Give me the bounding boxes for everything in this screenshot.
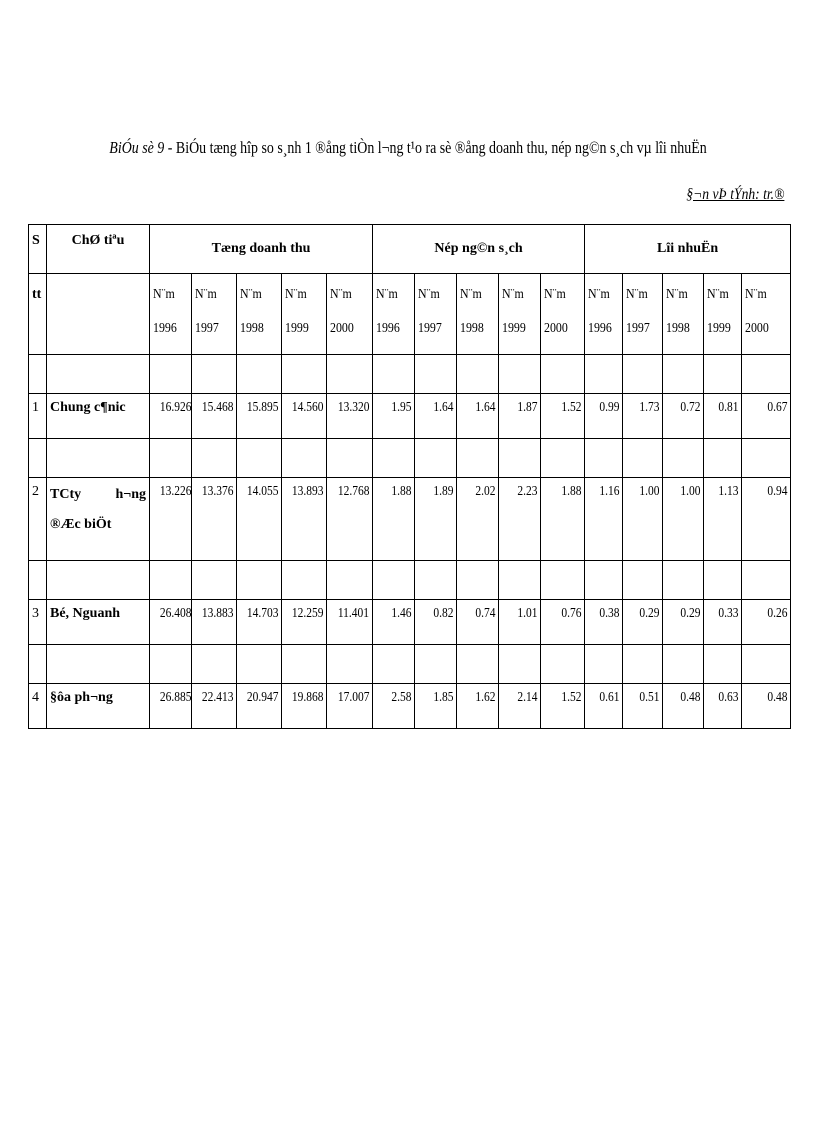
value-cell	[237, 394, 282, 439]
value-text: 1.73	[638, 400, 660, 415]
value-cell	[237, 684, 282, 729]
year-label: N¨m	[460, 287, 482, 302]
empty-cell	[742, 561, 791, 600]
value-text: 2.02	[474, 484, 496, 499]
value-text: 1.46	[390, 606, 412, 621]
value-text: 14.703	[246, 606, 279, 621]
header-row	[29, 225, 791, 274]
value-cell	[704, 684, 742, 729]
year-value: 1998	[460, 321, 484, 336]
empty-cell	[373, 561, 415, 600]
value-cell	[663, 684, 704, 729]
empty-cell	[29, 645, 47, 684]
empty-cell	[192, 645, 237, 684]
value-text: 1.00	[638, 484, 660, 499]
year-cell	[373, 274, 415, 355]
group-header-revenue: Tæng doanh thu	[150, 225, 373, 274]
value-text: 0.72	[679, 400, 701, 415]
empty-cell	[47, 439, 150, 478]
value-text: 15.895	[246, 400, 279, 415]
year-row	[29, 274, 791, 355]
value-cell	[327, 478, 373, 561]
year-value: 1997	[418, 321, 442, 336]
value-cell	[704, 394, 742, 439]
spacer-row	[29, 561, 791, 600]
empty-cell	[742, 645, 791, 684]
year-label: N¨m	[544, 287, 566, 302]
value-cell	[499, 394, 541, 439]
empty-cell	[499, 355, 541, 394]
value-text: 0.26	[767, 606, 788, 621]
row-name: §ôa ph¬ng	[47, 684, 150, 729]
value-cell	[150, 684, 192, 729]
stt-header: S	[29, 225, 47, 274]
value-cell	[623, 684, 663, 729]
value-text: 0.99	[598, 400, 620, 415]
group-header-budget: Nép ng©n s¸ch	[373, 225, 585, 274]
value-text: 0.61	[598, 690, 620, 705]
value-text: 0.82	[432, 606, 454, 621]
value-text: 1.85	[432, 690, 454, 705]
value-cell	[150, 478, 192, 561]
row-stt: 3	[29, 600, 47, 645]
value-text: 2.23	[516, 484, 538, 499]
empty-cell	[282, 645, 327, 684]
stt-header-cont: tt	[29, 274, 47, 355]
year-cell	[457, 274, 499, 355]
table-row	[29, 684, 791, 729]
empty-cell	[327, 561, 373, 600]
value-cell	[373, 684, 415, 729]
value-cell	[663, 600, 704, 645]
year-value: 1999	[707, 321, 731, 336]
unit-label: §¬n vÞ tÝnh: tr.®	[685, 186, 784, 203]
empty-cell	[29, 439, 47, 478]
empty-cell	[663, 439, 704, 478]
empty-cell	[742, 439, 791, 478]
year-cell	[282, 274, 327, 355]
value-text: 12.259	[291, 606, 324, 621]
empty-cell	[623, 645, 663, 684]
indicator-header: ChØ tiªu	[47, 225, 150, 274]
year-value: 1996	[588, 321, 612, 336]
value-cell	[623, 600, 663, 645]
value-text: 0.63	[717, 690, 739, 705]
year-value: 2000	[745, 321, 769, 336]
year-value: 1999	[285, 321, 309, 336]
year-label: N¨m	[418, 287, 440, 302]
value-text: 1.52	[560, 690, 582, 705]
value-cell	[192, 600, 237, 645]
empty-cell	[457, 355, 499, 394]
value-cell	[373, 478, 415, 561]
value-cell	[541, 394, 585, 439]
value-text: 1.89	[432, 484, 454, 499]
year-label: N¨m	[195, 287, 217, 302]
empty-cell	[150, 561, 192, 600]
title-prefix: BiÓu sè 9	[109, 138, 165, 157]
empty-cell	[541, 355, 585, 394]
value-cell	[282, 478, 327, 561]
value-cell	[541, 684, 585, 729]
value-text: 0.33	[717, 606, 739, 621]
value-cell	[499, 684, 541, 729]
empty-cell	[327, 645, 373, 684]
empty-cell	[415, 355, 457, 394]
value-cell	[457, 394, 499, 439]
year-label: N¨m	[330, 287, 352, 302]
year-cell	[150, 274, 192, 355]
empty-cell	[663, 561, 704, 600]
year-cell	[585, 274, 623, 355]
year-value: 1996	[376, 321, 400, 336]
empty-cell	[499, 561, 541, 600]
empty-cell	[282, 355, 327, 394]
year-label: N¨m	[588, 287, 610, 302]
value-text: 0.74	[474, 606, 496, 621]
spacer-row	[29, 439, 791, 478]
value-text: 1.64	[432, 400, 454, 415]
empty-cell	[457, 645, 499, 684]
value-cell	[192, 478, 237, 561]
value-text: 20.947	[246, 690, 279, 705]
value-text: 22.413	[201, 690, 234, 705]
year-label: N¨m	[285, 287, 307, 302]
spacer-row	[29, 645, 791, 684]
year-value: 2000	[330, 321, 354, 336]
empty-cell	[150, 355, 192, 394]
value-text: 13.893	[291, 484, 324, 499]
year-value: 1998	[240, 321, 264, 336]
value-text: 13.883	[201, 606, 234, 621]
empty-cell	[585, 561, 623, 600]
year-label: N¨m	[666, 287, 688, 302]
value-cell	[327, 394, 373, 439]
value-cell	[327, 684, 373, 729]
value-cell	[373, 600, 415, 645]
row-stt: 2	[29, 478, 47, 561]
value-cell	[192, 394, 237, 439]
value-cell	[742, 684, 791, 729]
value-text: 26.885	[159, 690, 192, 705]
value-text: 0.51	[638, 690, 660, 705]
value-text: 13.226	[159, 484, 192, 499]
empty-cell	[237, 355, 282, 394]
value-cell	[457, 600, 499, 645]
value-text: 1.00	[679, 484, 701, 499]
year-cell	[237, 274, 282, 355]
table-row	[29, 600, 791, 645]
row-name: TCty h¬ng ®Æc biÖt	[47, 478, 150, 561]
value-text: 0.38	[598, 606, 620, 621]
value-text: 15.468	[201, 400, 234, 415]
year-label: N¨m	[376, 287, 398, 302]
value-cell	[282, 600, 327, 645]
value-text: 17.007	[337, 690, 370, 705]
value-text: 0.81	[717, 400, 739, 415]
row-name: Bé, Nguanh	[47, 600, 150, 645]
empty-cell	[192, 439, 237, 478]
empty-cell	[415, 645, 457, 684]
value-cell	[585, 600, 623, 645]
empty-cell	[150, 439, 192, 478]
empty-cell	[704, 645, 742, 684]
value-text: 0.67	[767, 400, 788, 415]
empty-cell	[29, 561, 47, 600]
value-cell	[415, 684, 457, 729]
empty-cell	[282, 561, 327, 600]
empty-cell	[457, 561, 499, 600]
spacer-row	[29, 355, 791, 394]
value-cell	[585, 478, 623, 561]
indicator-header-cont	[47, 274, 150, 355]
value-text: 1.87	[516, 400, 538, 415]
value-text: 0.29	[638, 606, 660, 621]
empty-cell	[415, 561, 457, 600]
value-text: 12.768	[337, 484, 370, 499]
empty-cell	[47, 355, 150, 394]
empty-cell	[742, 355, 791, 394]
empty-cell	[499, 439, 541, 478]
value-cell	[237, 600, 282, 645]
empty-cell	[585, 355, 623, 394]
value-cell	[282, 394, 327, 439]
empty-cell	[373, 355, 415, 394]
empty-cell	[29, 355, 47, 394]
value-cell	[704, 600, 742, 645]
value-cell	[150, 394, 192, 439]
empty-cell	[585, 645, 623, 684]
empty-cell	[499, 645, 541, 684]
year-value: 1997	[195, 321, 219, 336]
value-cell	[742, 478, 791, 561]
value-text: 1.62	[474, 690, 496, 705]
comparison-table	[28, 224, 791, 729]
value-text: 0.48	[767, 690, 788, 705]
value-text: 1.52	[560, 400, 582, 415]
year-label: N¨m	[745, 287, 767, 302]
value-text: 13.320	[337, 400, 370, 415]
value-cell	[623, 394, 663, 439]
value-cell	[415, 478, 457, 561]
empty-cell	[47, 561, 150, 600]
table-row	[29, 394, 791, 439]
empty-cell	[585, 439, 623, 478]
empty-cell	[237, 645, 282, 684]
value-text: 11.401	[337, 606, 370, 621]
year-label: N¨m	[502, 287, 524, 302]
value-cell	[663, 478, 704, 561]
empty-cell	[150, 645, 192, 684]
year-label: N¨m	[707, 287, 729, 302]
empty-cell	[237, 439, 282, 478]
empty-cell	[623, 561, 663, 600]
value-text: 14.560	[291, 400, 324, 415]
value-text: 14.055	[246, 484, 279, 499]
year-cell	[327, 274, 373, 355]
year-value: 2000	[544, 321, 568, 336]
year-value: 1998	[666, 321, 690, 336]
empty-cell	[282, 439, 327, 478]
year-cell	[623, 274, 663, 355]
year-value: 1996	[153, 321, 177, 336]
value-text: 0.94	[767, 484, 788, 499]
value-text: 26.408	[159, 606, 192, 621]
row-stt: 4	[29, 684, 47, 729]
value-cell	[585, 684, 623, 729]
empty-cell	[541, 645, 585, 684]
group-header-profit: Lîi nhuËn	[585, 225, 791, 274]
value-text: 1.01	[516, 606, 538, 621]
empty-cell	[47, 645, 150, 684]
value-cell	[327, 600, 373, 645]
value-cell	[541, 600, 585, 645]
value-text: 1.64	[474, 400, 496, 415]
year-cell	[704, 274, 742, 355]
value-cell	[457, 684, 499, 729]
year-cell	[541, 274, 585, 355]
value-cell	[623, 478, 663, 561]
value-text: 1.13	[717, 484, 739, 499]
value-cell	[742, 394, 791, 439]
empty-cell	[373, 439, 415, 478]
row-stt: 1	[29, 394, 47, 439]
year-cell	[192, 274, 237, 355]
title-text: - BiÓu tæng hîp so s¸nh 1 ®ång tiÒn l¬ng t¹o ra sè ®ång doanh thu, nép ng©n s¸ch vµ lîi nhuËn	[164, 138, 707, 157]
value-text: 0.48	[679, 690, 701, 705]
value-text: 1.88	[560, 484, 582, 499]
value-text: 2.58	[390, 690, 412, 705]
year-label: N¨m	[626, 287, 648, 302]
year-cell	[415, 274, 457, 355]
empty-cell	[704, 355, 742, 394]
year-value: 1999	[502, 321, 526, 336]
value-cell	[742, 600, 791, 645]
value-cell	[585, 394, 623, 439]
value-cell	[704, 478, 742, 561]
year-value: 1997	[626, 321, 650, 336]
empty-cell	[704, 439, 742, 478]
value-text: 1.95	[390, 400, 412, 415]
empty-cell	[541, 561, 585, 600]
value-text: 0.29	[679, 606, 701, 621]
empty-cell	[663, 355, 704, 394]
year-cell	[742, 274, 791, 355]
empty-cell	[541, 439, 585, 478]
year-label: N¨m	[153, 287, 175, 302]
value-text: 0.76	[560, 606, 582, 621]
value-text: 19.868	[291, 690, 324, 705]
empty-cell	[704, 561, 742, 600]
value-text: 2.14	[516, 690, 538, 705]
empty-cell	[373, 645, 415, 684]
empty-cell	[192, 561, 237, 600]
year-cell	[499, 274, 541, 355]
document-title	[73, 138, 742, 158]
year-label: N¨m	[240, 287, 262, 302]
value-cell	[415, 600, 457, 645]
empty-cell	[192, 355, 237, 394]
empty-cell	[415, 439, 457, 478]
year-cell	[663, 274, 704, 355]
value-cell	[237, 478, 282, 561]
empty-cell	[623, 439, 663, 478]
value-cell	[541, 478, 585, 561]
table-row	[29, 478, 791, 561]
value-text: 1.88	[390, 484, 412, 499]
empty-cell	[327, 439, 373, 478]
empty-cell	[623, 355, 663, 394]
value-text: 1.16	[598, 484, 620, 499]
value-cell	[499, 600, 541, 645]
empty-cell	[237, 561, 282, 600]
value-cell	[150, 600, 192, 645]
value-cell	[499, 478, 541, 561]
value-cell	[373, 394, 415, 439]
value-cell	[663, 394, 704, 439]
empty-cell	[457, 439, 499, 478]
value-cell	[192, 684, 237, 729]
empty-cell	[327, 355, 373, 394]
value-cell	[457, 478, 499, 561]
value-cell	[282, 684, 327, 729]
row-name: Chung c¶nic	[47, 394, 150, 439]
value-text: 16.926	[159, 400, 192, 415]
value-cell	[415, 394, 457, 439]
value-text: 13.376	[201, 484, 234, 499]
empty-cell	[663, 645, 704, 684]
